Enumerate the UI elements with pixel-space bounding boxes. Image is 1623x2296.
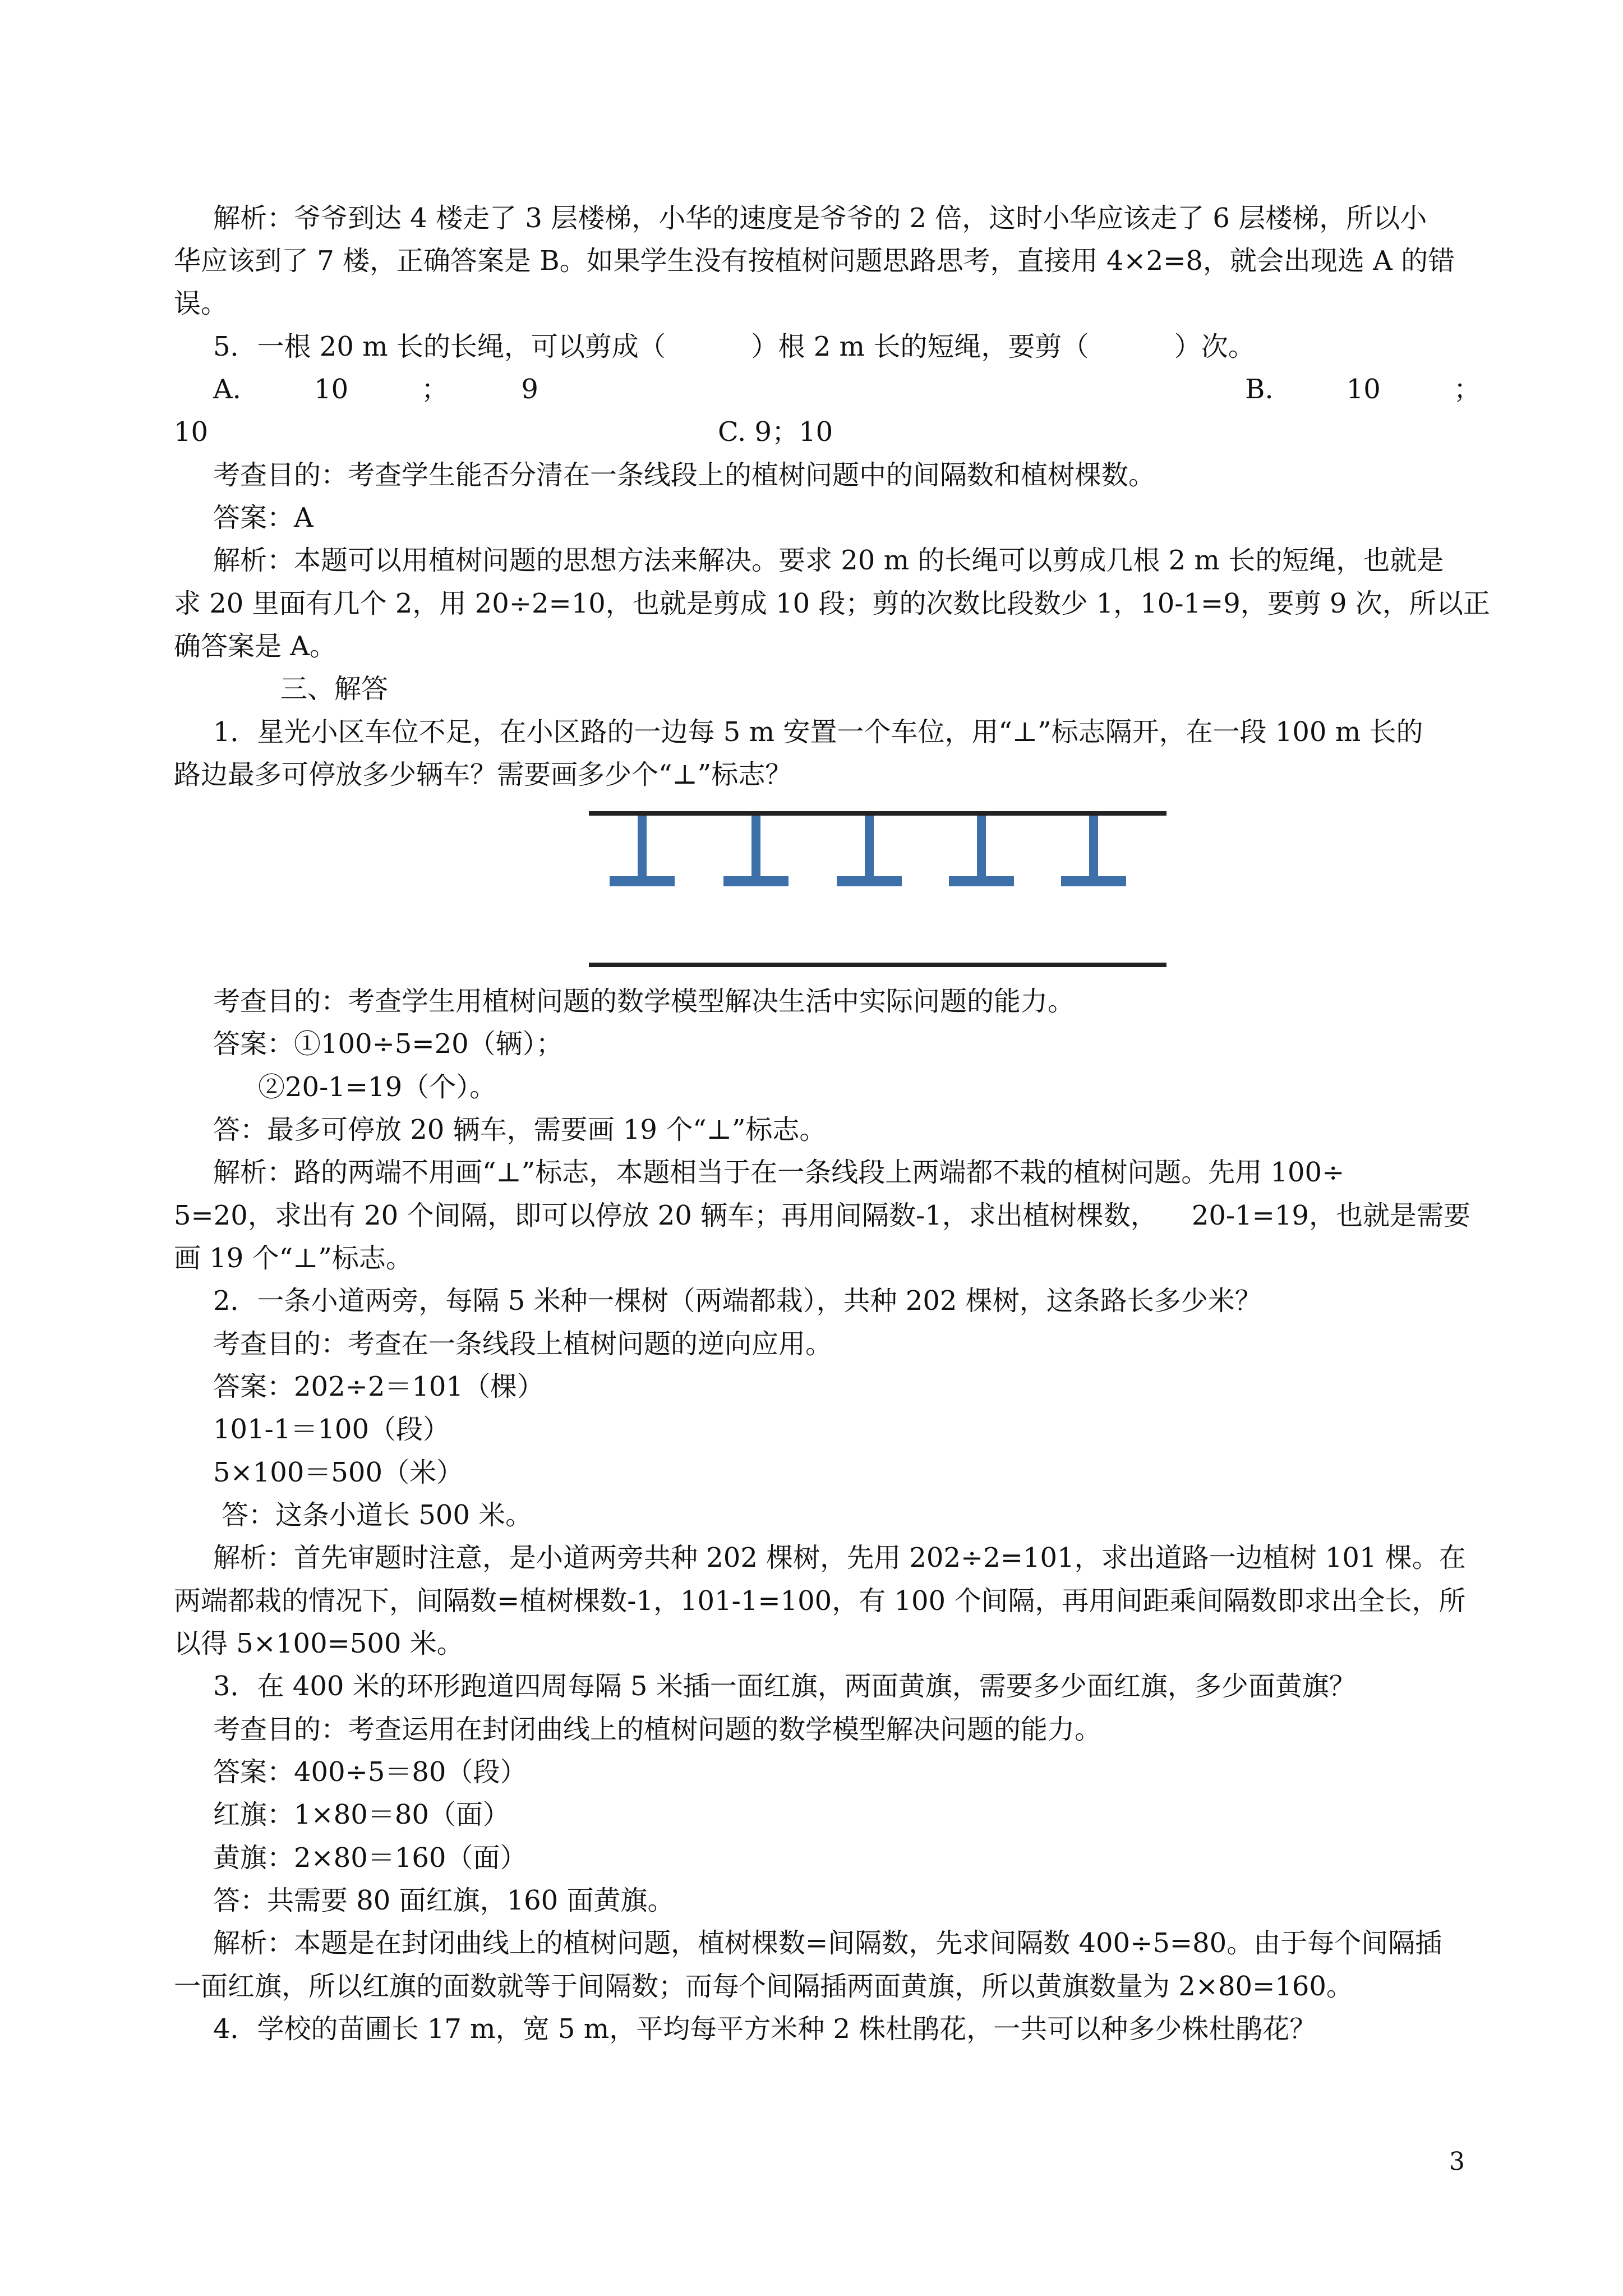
text-line: 5×100＝500（米） (213, 1457, 463, 1488)
option-b-value1: 10 (1346, 374, 1381, 405)
text-line: 考查目的：考查在一条线段上植树问题的逆向应用。 (213, 1328, 833, 1360)
page-number: 3 (1449, 2147, 1465, 2176)
option-b-label: B. (1245, 374, 1274, 405)
text-line: 华应该到了 7 楼，正确答案是 B。如果学生没有按植树问题思路思考，直接用 4×2=8，就会出现选 A 的错 (174, 245, 1455, 277)
text-line: 考查目的：考查学生能否分清在一条线段上的植树问题中的间隔数和植树棵数。 (213, 459, 1156, 491)
text-line: 解析：本题是在封闭曲线上的植树问题，植树棵数=间隔数，先求间隔数 400÷5=80。由于每个间隔插 (213, 1927, 1442, 1959)
question-4: 4．学校的苗圃长 17 m，宽 5 m，平均每平方米种 2 株杜鹃花，一共可以种多少株杜鹃花？ (213, 2013, 1317, 2045)
option-a-label: A. (213, 374, 241, 405)
text-line: 5=20，求出有 20 个间隔，即可以停放 20 辆车；再用间隔数-1，求出植树棵数， 20-1=19，也就是需要 (174, 1200, 1470, 1231)
text-line: 答案：202÷2＝101（棵） (213, 1371, 544, 1402)
text-line: 一面红旗，所以红旗的面数就等于间隔数；而每个间隔插两面黄旗，所以黄旗数量为 2×80=160。 (174, 1971, 1353, 2002)
question-3: 3．在 400 米的环形跑道四周每隔 5 米插一面红旗，两面黄旗，需要多少面红旗，多少面黄旗？ (213, 1671, 1356, 1702)
text-line: ②20-1=19（个）。 (258, 1071, 497, 1103)
option-b-sep: ； (1453, 374, 1481, 405)
text-line: 误。 (174, 288, 228, 319)
text-line: 两端都栽的情况下，间隔数=植树棵数-1，101-1=100，有 100 个间隔，再用间距乘间隔数即求出全长，所 (174, 1585, 1466, 1617)
text-line: 答案：400÷5＝80（段） (213, 1756, 527, 1788)
marker-icon (837, 816, 902, 886)
text-line: 求 20 里面有几个 2，用 20÷2=10，也就是剪成 10 段；剪的次数比段数少 1，10-1=9，要剪 9 次，所以正 (174, 588, 1490, 619)
text-line: 以得 5×100=500 米。 (174, 1628, 464, 1659)
section-heading: 三、解答 (280, 673, 389, 705)
text-line: 答：共需要 80 面红旗，160 面黄旗。 (213, 1885, 675, 1916)
option-c: C. 9；10 (718, 416, 833, 448)
option-b-value2: 10 (174, 416, 209, 448)
marker-icon (610, 816, 675, 886)
marker-icon (723, 816, 789, 886)
text-line: 答：最多可停放 20 辆车，需要画 19 个“⊥”标志。 (213, 1114, 827, 1145)
text-line: 红旗：1×80＝80（面） (213, 1799, 510, 1830)
text-line: 路边最多可停放多少辆车？需要画多少个“⊥”标志？ (174, 759, 792, 790)
text-line: 考查目的：考查运用在封闭曲线上的植树问题的数学模型解决问题的能力。 (213, 1714, 1102, 1745)
text-line: 解析：本题可以用植树问题的思想方法来解决。要求 20 m 的长绳可以剪成几根 2 m 长的短绳，也就是 (213, 545, 1444, 576)
question-2: 2．一条小道两旁，每隔 5 米种一棵树（两端都栽），共种 202 棵树，这条路长多少米？ (213, 1285, 1262, 1317)
question-1: 1．星光小区车位不足，在小区路的一边每 5 m 安置一个车位，用“⊥”标志隔开，在一段 100 m 长的 (213, 716, 1423, 748)
question-5: 5．一根 20 m 长的长绳，可以剪成（ ）根 2 m 长的短绳，要剪（ ）次。 (213, 331, 1255, 362)
text-line: 解析：路的两端不用画“⊥”标志，本题相当于在一条线段上两端都不栽的植树问题。先用 100÷ (213, 1157, 1345, 1188)
text-line: 答案：A (213, 502, 313, 533)
options-row (213, 371, 1481, 408)
text-line: 黄旗：2×80＝160（面） (213, 1842, 527, 1874)
marker-icon (949, 816, 1014, 886)
text-line: 解析：爷爷到达 4 楼走了 3 层楼梯，小华的速度是爷爷的 2 倍，这时小华应该走了 6 层楼梯，所以小 (213, 203, 1427, 234)
parking-diagram (589, 797, 1166, 976)
text-line: 考查目的：考查学生用植树问题的数学模型解决生活中实际问题的能力。 (213, 986, 1075, 1017)
text-line: 答案：①100÷5=20（辆）； (213, 1028, 563, 1060)
text-line: 答：这条小道长 500 米。 (222, 1499, 533, 1531)
text-line: 101-1＝100（段） (213, 1414, 450, 1445)
marker-icon (1061, 816, 1126, 886)
option-a-sep: ； (421, 374, 449, 405)
text-line: 解析：首先审题时注意，是小道两旁共种 202 棵树，先用 202÷2=101，求出道路一边植树 101 棵。在 (213, 1542, 1466, 1573)
text-line: 画 19 个“⊥”标志。 (174, 1243, 413, 1274)
option-a-value2: 9 (521, 374, 538, 405)
option-a-value1: 10 (314, 374, 349, 405)
text-line: 确答案是 A。 (174, 631, 336, 662)
